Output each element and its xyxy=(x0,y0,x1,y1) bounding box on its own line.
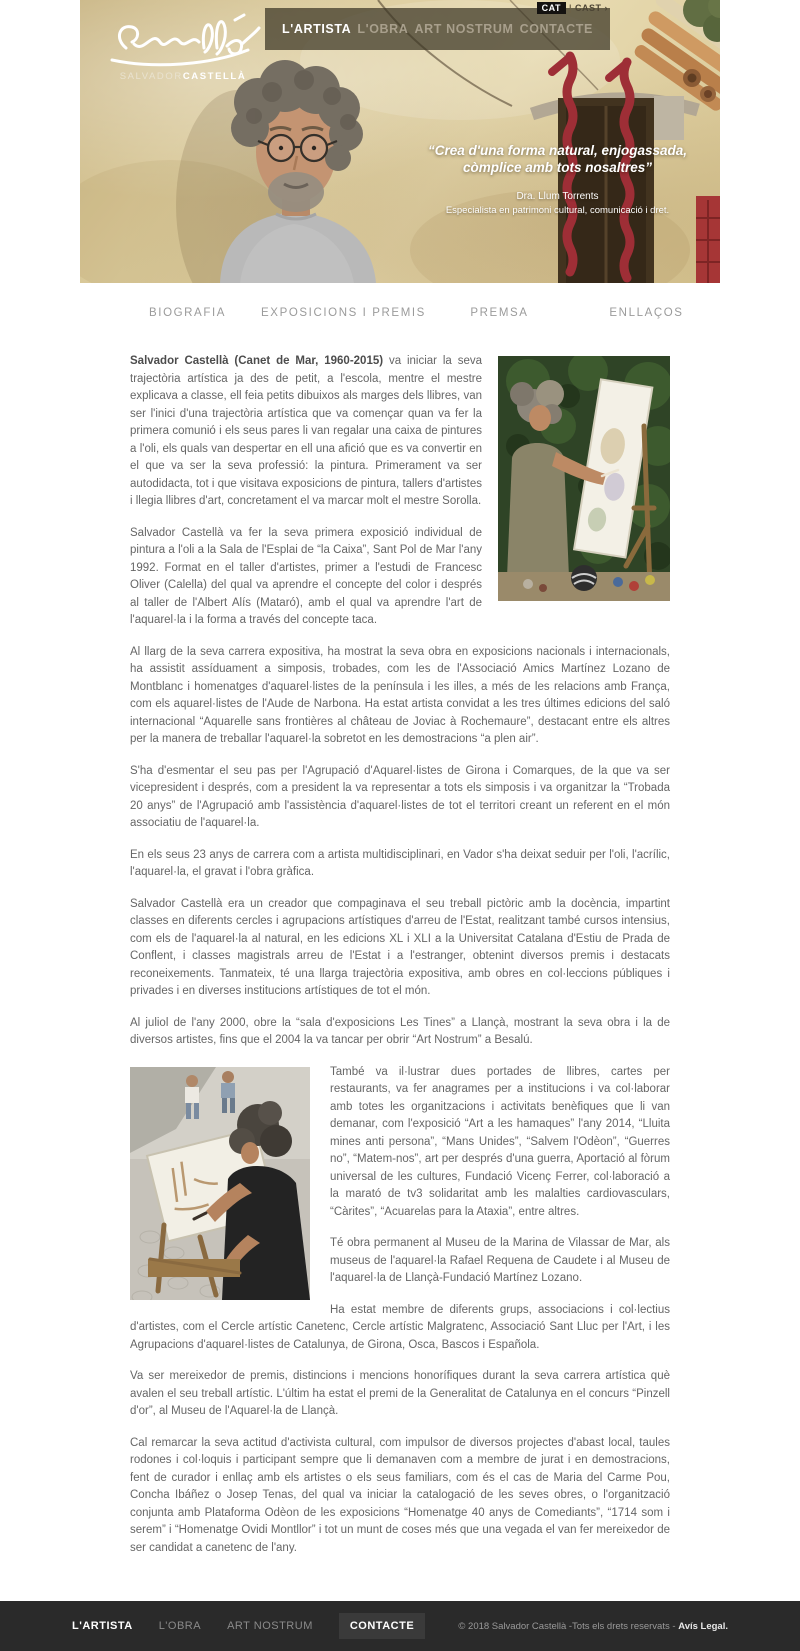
bio-paragraph: Té obra permanent al Museu de la Marina de Vilassar de Mar, als museus de l'aquarel·la Rafael Requena de Caudete i al Museu de l'aquarel·la de Llançà-Fundació Martínez Lozano. xyxy=(330,1237,670,1284)
hero-banner xyxy=(80,0,720,283)
hero-quote xyxy=(405,142,710,216)
bio-paragraph: Va ser mereixedor de premis, distincions i mencions honorífiques durant la seva carrera artística què avalen el seu treball artístic. L'últim ha estat el premi de la Generalitat de Catalunya en el concurs “Pinzell d'or”, al Museu de l'Aquarel·la de Llançà. xyxy=(130,1370,670,1417)
bio-paragraph: S'ha d'esmentar el seu pas per l'Agrupació d'Aquarel·listes de Girona i Comarques, de la que va ser vicepresident i després, com a president la va representar a tots els simposis i va organitzar la “Trobada 20 anys” de l'Agrupació amb l'assistència d'aquarel·listes de tot el territori creant un referent en el món associatiu de l'aquarel·la. xyxy=(130,764,670,829)
stone-block xyxy=(654,96,684,140)
footer-nav-contacte[interactable]: CONTACTE xyxy=(339,1613,425,1639)
biography-content xyxy=(130,353,670,1571)
lang-cat-button[interactable]: CAT xyxy=(537,2,566,14)
footer-nav-artista[interactable]: L'ARTISTA xyxy=(72,1620,133,1632)
bio-paragraph: Salvador Castellà va fer la seva primera exposició individual de pintura a l'oli a la Sala de l'Esplai de “la Caixa”, Sant Pol de Mar l'any 1992. Format en el taller d'artistes, primer a l'estudi de Francesc Oliver (Calella) del qual va aprendre el concepte del color i després al taller de l'Albert Alís (Mataró), amb el qual va aprendre l'art de l'aquarel·la i la forma a través del concepte taca. xyxy=(130,526,482,626)
main-navigation xyxy=(265,8,610,50)
lang-separator: | xyxy=(568,3,572,13)
bio-paragraph: Cal remarcar la seva actitud d'activista cultural, com impulsor de diversos projectes d'abast local, taules rodones i col·loquis i participant sempre que li demanaven com a membre de jurat i en demostracions, fent de curador i enllaç amb els artistes o els seus familiars, com és el cas de Maria del Carme Pou, Concha Ibáñez o Josep Tenas, del qual va iniciar la catalogació de les seves obres, o l'organització conjunta amb Plataforma Odèon de les exposicions “Homenatge 40 anys de Comediants”, “1714 som i serem” i “Homenatge Ovidi Montllor” i tot un munt de coses més que una vegada el van fer mereixedor de ser candidat a canetenc de l'any. xyxy=(130,1436,670,1554)
site-logo[interactable] xyxy=(98,12,268,82)
bio-paragraph: En els seus 23 anys de carrera com a artista multidisciplinari, en Vador s'ha deixat seduir per l'oli, l'acrílic, l'aquarel·la, el gravat i l'obra gràfica. xyxy=(130,848,670,878)
quote-attribution-name: Dra. Llum Torrents xyxy=(516,191,599,202)
footer-nav-obra[interactable]: L'OBRA xyxy=(158,1620,202,1632)
copyright-notice: © 2018 Salvador Castellà -Tots els drets reservats - Avís Legal. xyxy=(458,1620,728,1632)
nav-item-contacte[interactable]: CONTACTE xyxy=(519,22,593,36)
footer-nav-art-nostrum[interactable]: ART NOSTRUM xyxy=(227,1620,313,1632)
page xyxy=(80,0,720,1571)
bio-paragraph-intro: Salvador Castellà (Canet de Mar, 1960-2015) va iniciar la seva trajectòria artística ja des de petit, a l'escola, mentre el mestre explicava a classe, ell feia petits dibuixos als marges dels llibres, van ser l'inici d'una trajectòria artística que va començar quan va fer la primera comunió i els seus pares li van regalar una caixa de pintures a l'oli, els quals van despertar en ell una afició que es va convertir en el que va ser la seva professió: la pintura. Primerament va ser autodidacta, tot i que visitava exposicions de pintura, tallers d'artistes i llegia llibres d'art, concretament el va marcar molt el mestre Sorolla. xyxy=(130,355,482,507)
photo-artist-painting-easel xyxy=(498,356,670,601)
photo-artist-painting-outdoors xyxy=(130,1067,310,1300)
subnav-premsa[interactable]: PREMSA xyxy=(470,307,529,319)
bio-paragraph: Al llarg de la seva carrera expositiva, ha mostrat la seva obra en exposicions nacionals i internacionals, ha assistit assíduament a simposis, trobades, com les de l'Associació Amics Martínez Lozano de Montblanc i homenatges d'aquarel·listes de la península i les illes, a més de les relacions amb França, com els aquarel·listes de l'Aude de Narbona. Ha estat artista convidat a les tres últimes edicions del saló internacional “Aquarelle sans frontières al château de Joviac à Rochemaure”, destacant entre els altres per la manera de treballar l'aquarel·la sobretot en les demostracions “a plen air”. xyxy=(130,645,670,745)
nav-item-obra[interactable]: L'OBRA xyxy=(357,22,409,36)
bio-intro-name: Salvador Castellà (Canet de Mar, 1960-2015) xyxy=(130,355,384,367)
logo-subtitle: SALVADORCASTELLÀ xyxy=(119,71,247,82)
nav-item-artista[interactable]: L'ARTISTA xyxy=(282,22,352,36)
bio-paragraph: Salvador Castellà era un creador que compaginava el seu treball pictòric amb la docència, impartint classes en diferents cercles i agrupacions artístiques d'arreu de l'Estat, realitzant també cursos intensius, com els de l'aquarel·la al natural, en les edicions XL i XLI a la Universitat Catalana d'Estiu de Prada de Conflent, i classes magistrals arreu de l'Estat i a l'estranger, obtenint diversos premis i destacats reconeixements. Tanmateix, té una llarga trajectòria expositiva, amb obres en col·leccions públiques i privades i en diverses institucions artístiques de tot el món. xyxy=(130,897,670,997)
subnav-biografia[interactable]: BIOGRAFIA xyxy=(149,307,227,319)
avis-legal-link[interactable]: Avís Legal. xyxy=(678,1620,728,1632)
bio-paragraph: Ha estat membre de diferents grups, associacions i col·lectius d'artistes, com el Cercle artístic Canetenc, Cercle artístic Malgratenc, Associació Sant Lluc per l'Art, i les Agrupacions d'aquarel·listes de Catalunya, de Girona, Osca, Bascos i Española. xyxy=(130,1303,670,1351)
section-navigation xyxy=(80,283,720,329)
lang-cast-button[interactable]: CAST › xyxy=(575,3,608,13)
footer xyxy=(0,1601,800,1651)
quote-line-1: “Crea d'una forma natural, enjogassada, xyxy=(427,143,688,158)
nav-item-art-nostrum[interactable]: ART NOSTRUM xyxy=(414,22,514,36)
bio-paragraph: Al juliol de l'any 2000, obre la “sala d'exposicions Les Tines” a Llançà, mostrant la seva obra i la de diversos artistes, fins que el 2004 la va tancar per obrir “Art Nostrum” a Besalú. xyxy=(130,1016,670,1046)
quote-line-2: còmplice amb tots nosaltres” xyxy=(462,160,653,175)
logo-signature-icon xyxy=(98,12,266,70)
footer-navigation xyxy=(72,1613,425,1639)
quote-attribution-role: Especialista en patrimoni cultural, comunicació i dret. xyxy=(445,205,670,216)
language-switcher xyxy=(537,2,608,14)
bio-paragraph: També va il·lustrar dues portades de llibres, cartes per restaurants, va fer anagrames per a institucions i va col·laborar amb totes les organitzacions i activitats benèfiques que li van demanar, com l'exposició “Art a les hamaques” l'any 2014, “Lluita mines anti persona”, “Mans Unides”, “Salvem l'Odèon”, “Guerres no”, “Matem-nos”, art per després d'una guerra, Aportació al fòrum universal de les cultures, Fundació Vicenç Ferrer, col·laboració a la marató de tv3 solidaritat amb les malalties cardiovasculars, “Càrites”, “Acuarelas para la Ataxia”, entre altres. xyxy=(330,1065,670,1218)
subnav-exposicions-premis[interactable]: EXPOSICIONS I PREMIS xyxy=(261,307,426,319)
subnav-enllacos[interactable]: ENLLAÇOS xyxy=(609,307,684,319)
